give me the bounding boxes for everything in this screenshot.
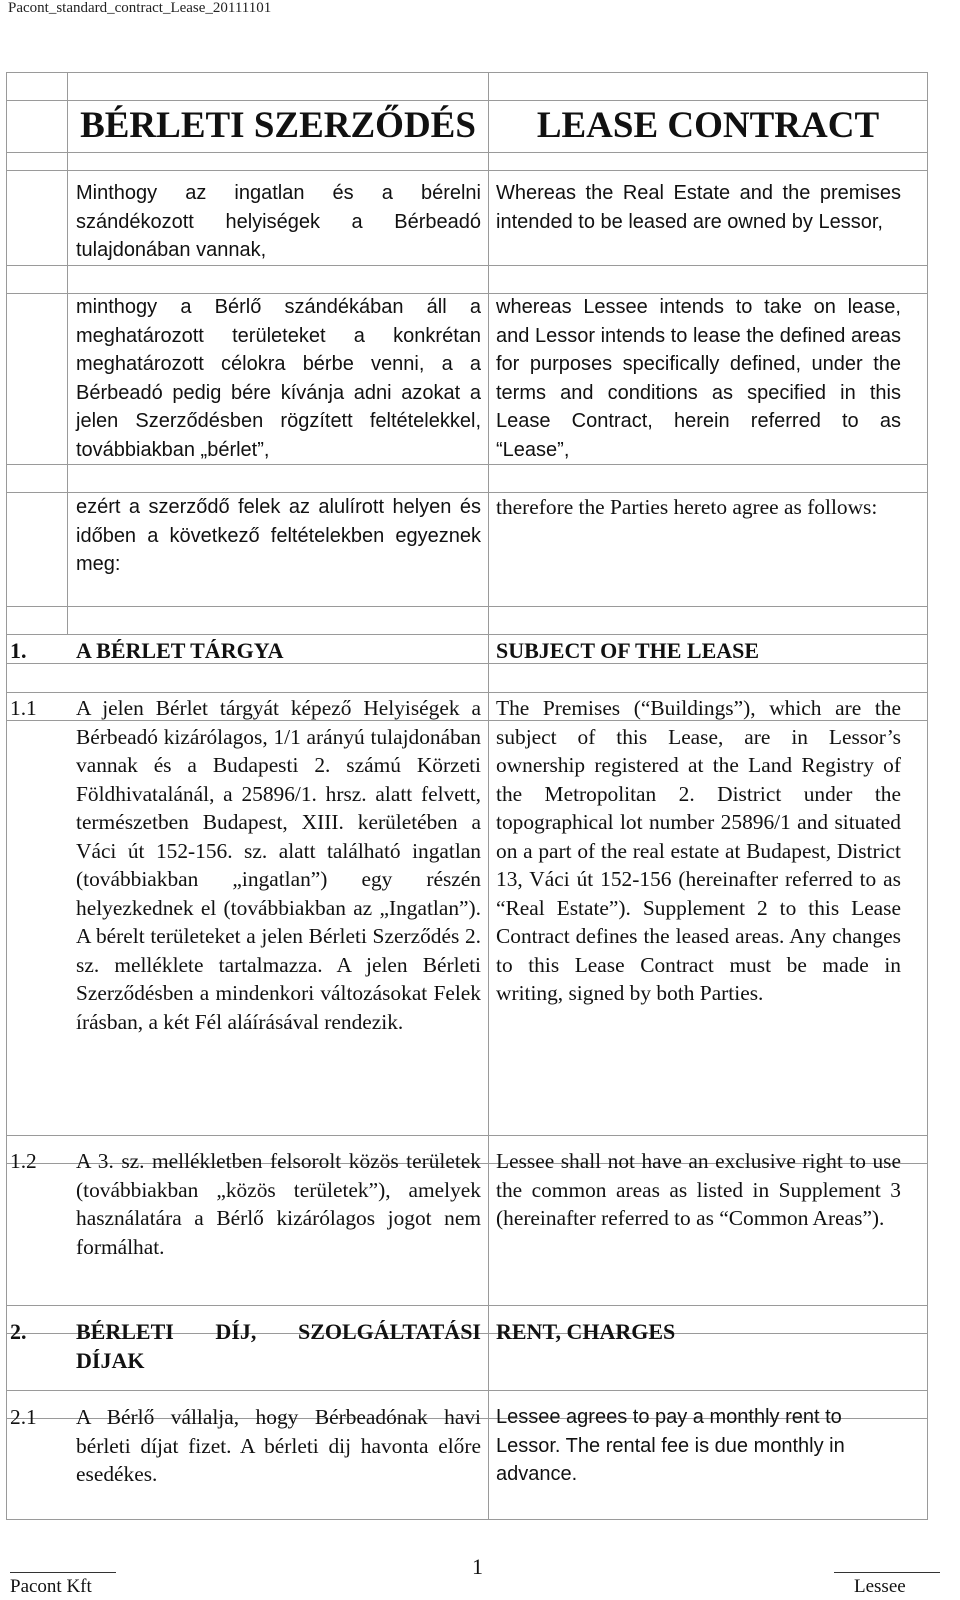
table-rule-bottom (6, 1519, 928, 1520)
table-rule (6, 1390, 928, 1391)
preamble-3-english: therefore the Parties hereto agree as follows: (496, 495, 878, 519)
table-rule (6, 152, 928, 153)
table-rule (6, 692, 928, 693)
section-2-number: 2. (10, 1319, 27, 1344)
table-rule (6, 170, 928, 171)
table-border-left (6, 72, 7, 1520)
clause-2-1-number: 2.1 (10, 1405, 37, 1429)
document-filename: Pacont_standard_contract_Lease_20111101 (8, 0, 272, 16)
signature-line-lessee (834, 1572, 940, 1573)
preamble-1-english: Whereas the Real Estate and the premises intended to be leased are owned by Lessor, (496, 182, 901, 233)
table-rule-top (6, 72, 928, 73)
clause-2-1-hungarian: A Bérlő vállalja, hogy Bérbeadónak havi bérleti díjat fizet. A bérleti dij havonta előre esedékes. (76, 1405, 481, 1486)
table-rule (6, 464, 928, 465)
section-2-title-english: RENT, CHARGES (496, 1319, 676, 1344)
signature-label-lessor: Pacont Kft (10, 1576, 92, 1597)
clause-1-2-number: 1.2 (10, 1149, 37, 1173)
section-2-title-hungarian: BÉRLETI DÍJ, SZOLGÁLTATÁSI DÍJAK (76, 1319, 481, 1373)
section-1-title-hungarian: A BÉRLET TÁRGYA (76, 638, 284, 663)
contract-table (6, 72, 928, 1520)
preamble-2-english: whereas Lessee intends to take on lease, and Lessor intends to lease the defined areas for purposes specifically defined, under the terms and conditions as specified in this Lease Contract, herein referred to as “Lease”, (496, 296, 901, 461)
table-rule (6, 634, 928, 635)
signature-label-lessee: Lessee (854, 1576, 906, 1597)
table-column-divider-number (67, 72, 68, 634)
section-1-title-english: SUBJECT OF THE LEASE (496, 638, 760, 663)
page-number: 1 (472, 1554, 483, 1579)
preamble-1-hungarian: Minthogy az ingatlan és a bérelni szándékozott helyiségek a Bérbeadó tulajdonában vannak, (76, 182, 481, 261)
preamble-2-hungarian: minthogy a Bérlő szándékában áll a meghatározott területeket a konkrétan meghatározott célokra bérbe venni, a a Bérbeadó pedig bére kívánja adni azokat a jelen Szerződésben rögzített feltételekkel, továbbiakban „bérlet”, (76, 296, 481, 461)
table-rule (6, 606, 928, 607)
section-1-number: 1. (10, 638, 27, 663)
signature-line-lessor (10, 1572, 116, 1573)
table-rule (6, 100, 928, 101)
table-column-divider-language (488, 72, 489, 1520)
table-rule (6, 1135, 928, 1136)
table-rule (6, 1305, 928, 1306)
clause-1-1-hungarian: A jelen Bérlet tárgyát képező Helyiségek a Bérbeadó kizárólagos, 1/1 arányú tulajdonában vannak és a Budapesti 2. számú Körzeti Földhivatalánál, a 25896/1. hrsz. alatt felvett, természetben Budapest, XIII. kerületében a Váci út 152-156. sz. alatt található ingatlan (továbbiakban „ingatlan”) egy részén helyezkednek el (továbbiakban az „Ingatlan”). A bérelt területeket a jelen Bérleti Szerződés 2. sz. melléklete tartalmazza. A jelen Bérleti Szerződésben a mindenkori változásokat Felek írásban, a két Fél aláírásával rendezik. (76, 696, 481, 1034)
title-english: LEASE CONTRACT (536, 105, 880, 146)
table-rule (6, 265, 928, 266)
clause-1-2-hungarian: A 3. sz. mellékletben felsorolt közös területek (továbbiakban „közös területek”), amelyek használatára a Bérlő kizárólagos jogot nem formálhat. (76, 1149, 481, 1259)
clause-2-1-english: Lessee agrees to pay a monthly rent to Lessor. The rental fee is due monthly in advance. (496, 1406, 845, 1485)
clause-1-2-english: Lessee shall not have an exclusive right to use the common areas as listed in Supplement 3 (hereinafter referred to as “Common Areas”). (496, 1149, 901, 1230)
clause-1-1-english: The Premises (“Buildings”), which are the subject of this Lease, are in Lessor’s ownership registered at the Land Registry of the Metropolitan 2. District under the topographical lot number 25896/1 and situated on a part of the real estate at Budapest, District 13, Váci út 152-156 (hereinafter referred to as “Real Estate”). Supplement 2 to this Lease Contract defines the leased areas. Any changes to this Lease Contract must be made in writing, signed by both Parties. (496, 696, 901, 1005)
title-hungarian: BÉRLETI SZERZŐDÉS (80, 105, 476, 146)
table-border-right (927, 72, 928, 1520)
preamble-3-hungarian: ezért a szerződő felek az alulírott helyen és időben a következő feltételekben egyeznek meg: (76, 496, 481, 575)
clause-1-1-number: 1.1 (10, 696, 37, 720)
